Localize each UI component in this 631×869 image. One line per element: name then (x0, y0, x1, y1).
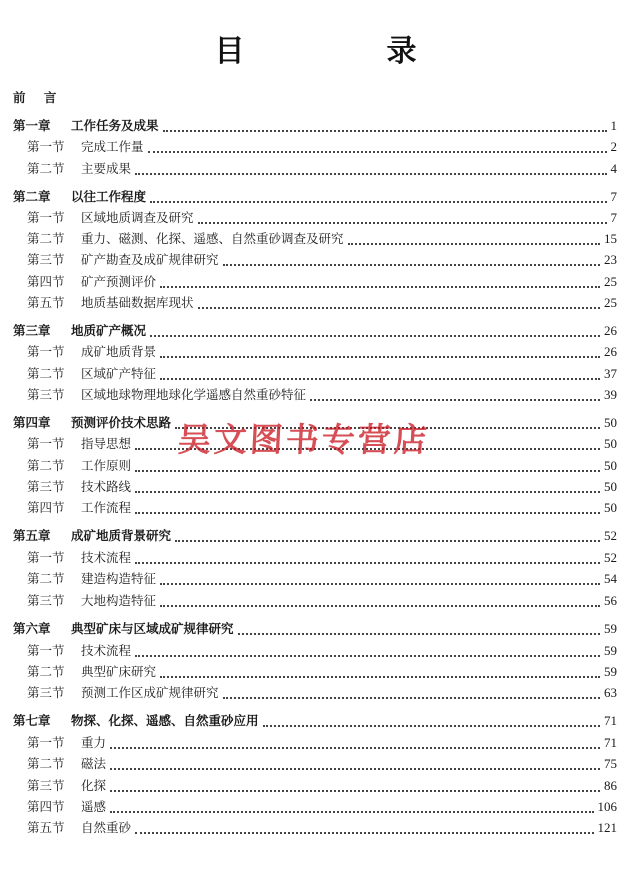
page-number: 106 (597, 799, 617, 814)
section-number: 第二节 (27, 571, 65, 586)
toc-chapter-entry (13, 187, 617, 205)
page-number: 54 (604, 571, 617, 586)
section-title: 区域矿产特征 (81, 366, 157, 381)
dot-leader (160, 346, 600, 358)
section-number: 第四节 (27, 799, 65, 814)
chapter-number: 第二章 (13, 189, 51, 204)
page-number: 23 (604, 252, 617, 267)
section-number: 第四节 (27, 274, 65, 289)
page-number: 59 (604, 643, 617, 658)
chapter-title: 物探、化探、遥感、自然重砂应用 (71, 713, 259, 728)
section-number: 第三节 (27, 479, 65, 494)
section-number: 第一节 (27, 210, 65, 225)
section-title: 遥感 (81, 799, 107, 814)
section-number: 第一节 (27, 436, 65, 451)
toc-section-entry (13, 591, 617, 609)
toc-section-entry (13, 137, 617, 155)
section-title: 完成工作量 (81, 139, 144, 154)
section-number: 第三节 (27, 593, 65, 608)
section-number: 第三节 (27, 778, 65, 793)
page-number: 52 (604, 550, 617, 565)
page-number: 63 (604, 685, 617, 700)
section-number: 第二节 (27, 756, 65, 771)
chapter-number: 第三章 (13, 323, 51, 338)
page-number: 15 (604, 231, 617, 246)
dot-leader (135, 502, 600, 514)
page-number: 26 (604, 323, 617, 338)
section-title: 化探 (81, 778, 107, 793)
dot-leader (135, 645, 600, 657)
section-number: 第四节 (27, 500, 65, 515)
toc-section-entry (13, 733, 617, 751)
section-title: 工作原则 (81, 458, 132, 473)
page-number: 50 (604, 415, 617, 430)
page-number: 50 (604, 458, 617, 473)
section-number: 第一节 (27, 735, 65, 750)
preface-heading: 前 言 (13, 90, 64, 105)
toc-section-entry (13, 776, 617, 794)
section-number: 第一节 (27, 643, 65, 658)
section-title: 矿产预测评价 (81, 274, 157, 289)
dot-leader (135, 460, 600, 472)
chapter-number: 第七章 (13, 713, 51, 728)
page-number: 71 (604, 713, 617, 728)
section-title: 成矿地质背景 (81, 344, 157, 359)
section-title: 自然重砂 (81, 820, 132, 835)
dot-leader (110, 801, 593, 813)
page-number: 25 (604, 274, 617, 289)
page-number: 50 (604, 436, 617, 451)
page-title: 目 录 (214, 34, 473, 69)
dot-leader (160, 666, 600, 678)
page-number: 1 (610, 118, 617, 133)
section-title: 指导思想 (81, 436, 132, 451)
section-number: 第一节 (27, 139, 65, 154)
chapter-title: 成矿地质背景研究 (71, 528, 172, 543)
section-number: 第一节 (27, 550, 65, 565)
dot-leader (175, 530, 600, 542)
section-number: 第三节 (27, 252, 65, 267)
section-number: 第三节 (27, 387, 65, 402)
dot-leader (135, 822, 593, 834)
toc-section-entry (13, 342, 617, 360)
dot-leader (110, 758, 600, 770)
section-title: 技术流程 (81, 550, 132, 565)
dot-leader (160, 276, 600, 288)
dot-leader (160, 368, 600, 380)
page-number: 56 (604, 593, 617, 608)
chapter-number: 第六章 (13, 621, 51, 636)
chapter-number: 第一章 (13, 118, 51, 133)
page-number: 121 (597, 820, 617, 835)
page-number: 39 (604, 387, 617, 402)
page-number: 86 (604, 778, 617, 793)
section-title: 主要成果 (81, 161, 132, 176)
dot-leader (238, 623, 600, 635)
page-number: 50 (604, 479, 617, 494)
page-number: 7 (610, 189, 617, 204)
page-number: 26 (604, 344, 617, 359)
dot-leader (150, 191, 606, 203)
chapter-title: 地质矿产概况 (71, 323, 147, 338)
page-number: 52 (604, 528, 617, 543)
dot-leader (223, 254, 600, 266)
chapter-title: 工作任务及成果 (71, 118, 159, 133)
section-title: 大地构造特征 (81, 593, 157, 608)
section-number: 第二节 (27, 231, 65, 246)
chapter-number: 第四章 (13, 415, 51, 430)
section-title: 区域地球物理地球化学遥感自然重砂特征 (81, 387, 307, 402)
section-number: 第二节 (27, 366, 65, 381)
page-number: 50 (604, 500, 617, 515)
toc-section-entry (13, 208, 617, 226)
page-number: 75 (604, 756, 617, 771)
toc-chapter-entry (13, 321, 617, 339)
section-number: 第二节 (27, 664, 65, 679)
section-title: 矿产勘查及成矿规律研究 (81, 252, 219, 267)
section-title: 典型矿床研究 (81, 664, 157, 679)
section-title: 工作流程 (81, 500, 132, 515)
section-title: 技术流程 (81, 643, 132, 658)
section-title: 预测工作区成矿规律研究 (81, 685, 219, 700)
toc-chapter-entry (13, 116, 617, 134)
toc-section-entry (13, 662, 617, 680)
section-title: 区域地质调查及研究 (81, 210, 194, 225)
toc-section-entry (13, 569, 617, 587)
toc-section-entry (13, 498, 617, 516)
dot-leader (223, 687, 600, 699)
dot-leader (148, 141, 607, 153)
page-number: 59 (604, 664, 617, 679)
chapter-title: 预测评价技术思路 (71, 415, 172, 430)
dot-leader (110, 780, 600, 792)
toc-section-entry (13, 229, 617, 247)
dot-leader (135, 163, 606, 175)
toc-chapter-entry (13, 711, 617, 729)
page-number: 4 (610, 161, 617, 176)
toc-section-entry (13, 364, 617, 382)
page-number: 59 (604, 621, 617, 636)
page-number: 2 (610, 139, 617, 154)
toc-section-entry (13, 754, 617, 772)
dot-leader (198, 297, 600, 309)
dot-leader (348, 233, 600, 245)
section-title: 建造构造特征 (81, 571, 157, 586)
toc-section-entry (13, 272, 617, 290)
section-title: 磁法 (81, 756, 107, 771)
toc-section-entry (13, 548, 617, 566)
dot-leader (263, 715, 600, 727)
dot-leader (150, 325, 600, 337)
section-title: 技术路线 (81, 479, 132, 494)
chapter-title: 典型矿床与区域成矿规律研究 (71, 621, 234, 636)
dot-leader (110, 737, 600, 749)
dot-leader (198, 212, 607, 224)
toc-section-entry (13, 641, 617, 659)
dot-leader (163, 120, 607, 132)
page-number: 37 (604, 366, 617, 381)
section-title: 地质基础数据库现状 (81, 295, 194, 310)
dot-leader (160, 573, 600, 585)
section-number: 第二节 (27, 458, 65, 473)
watermark: 吴文图书专营店 (176, 420, 431, 459)
toc-section-entry (13, 385, 617, 403)
page-number: 7 (610, 210, 617, 225)
section-number: 第五节 (27, 820, 65, 835)
section-number: 第二节 (27, 161, 65, 176)
page-number: 71 (604, 735, 617, 750)
section-number: 第三节 (27, 685, 65, 700)
dot-leader (160, 595, 600, 607)
section-title: 重力 (81, 735, 107, 750)
toc-section-entry (13, 683, 617, 701)
page-number: 25 (604, 295, 617, 310)
toc-chapter-entry (13, 619, 617, 637)
section-number: 第一节 (27, 344, 65, 359)
toc-section-entry (13, 293, 617, 311)
dot-leader (135, 552, 600, 564)
toc-section-entry (13, 797, 617, 815)
section-title: 重力、磁测、化探、遥感、自然重砂调查及研究 (81, 231, 344, 246)
toc-section-entry (13, 818, 617, 836)
toc-section-entry (13, 250, 617, 268)
chapter-number: 第五章 (13, 528, 51, 543)
toc-section-entry (13, 477, 617, 495)
chapter-title: 以往工作程度 (71, 189, 147, 204)
dot-leader (135, 481, 600, 493)
toc-section-entry (13, 159, 617, 177)
section-number: 第五节 (27, 295, 65, 310)
dot-leader (310, 389, 600, 401)
toc-chapter-entry (13, 526, 617, 544)
